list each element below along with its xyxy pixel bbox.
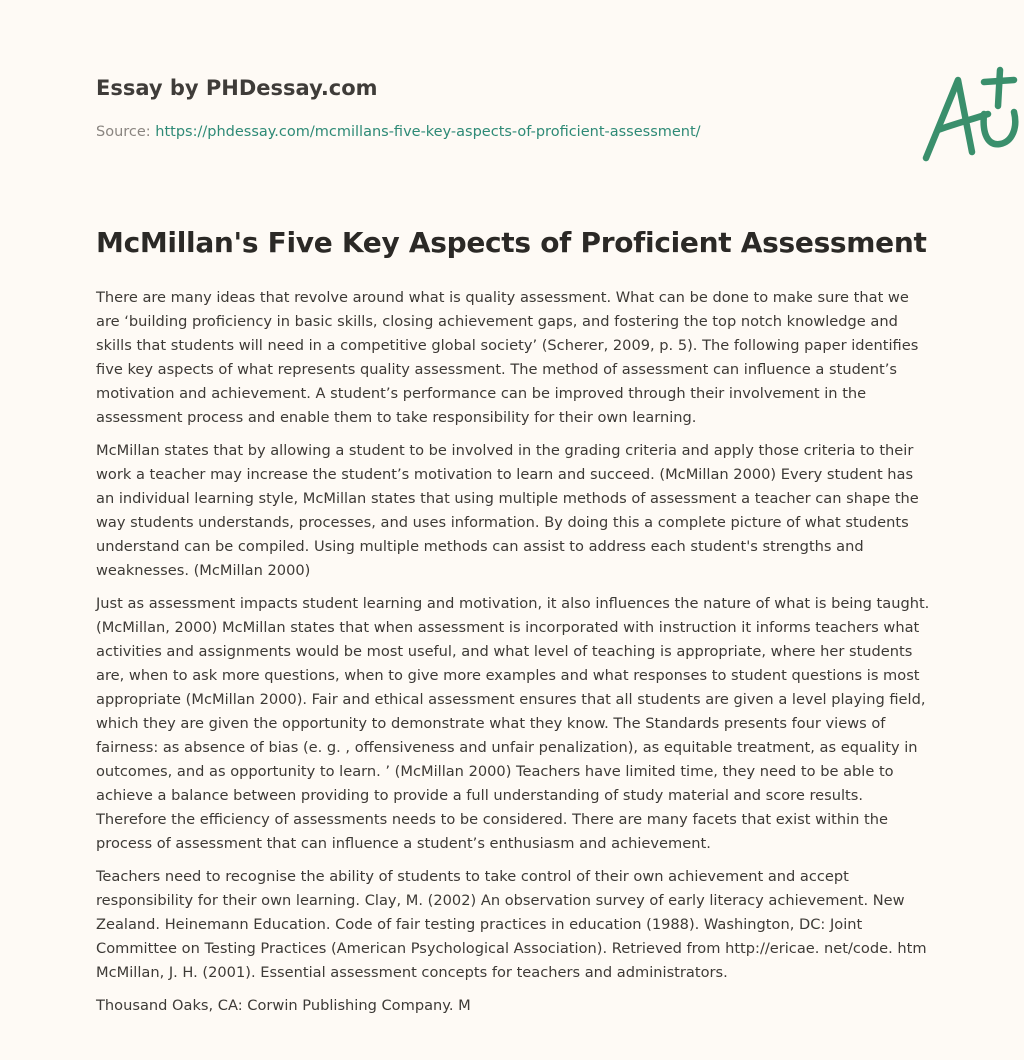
article-title: McMillan's Five Key Aspects of Proficient Assessment bbox=[96, 226, 927, 259]
paragraph: Thousand Oaks, CA: Corwin Publishing Company. M bbox=[96, 997, 471, 1014]
paragraph: There are many ideas that revolve around what is quality assessment. What can be done to make sure that we are ‘building proficiency in basic skills, closing achievement gaps, and fostering the top notch knowledge and skills that students will need in a competitive global society’ (Scherer, 2009, p. 5). The following paper identifies five key aspects of what represents quality assessment. The method of assessment can influence a student’s motivation and achievement. A student’s performance can be improved through their involvement in the assessment process and enable them to take responsibility for their own learning. bbox=[96, 289, 919, 426]
article-body bbox=[96, 286, 932, 1027]
source-line bbox=[96, 124, 701, 140]
brand-title: Essay by PHDessay.com bbox=[96, 76, 378, 100]
paragraph: Just as assessment impacts student learning and motivation, it also influences the nature of what is being taught. (McMillan, 2000) McMillan states that when assessment is incorporated with instruction it informs teachers what activities and assignments would be most useful, and what level of teaching is appropriate, where her students are, when to ask more questions, when to give more examples and what responses to student questions is most appropriate (McMillan 2000). Fair and ethical assessment ensures that all students are given a level playing field, which they are given the opportunity to demonstrate what they know. The Standards presents four views of fairness: as absence of bias (e. g. , offensiveness and unfair penalization), as equitable treatment, as equality in outcomes, and as opportunity to learn. ’ (McMillan 2000) Teachers have limited time, they need to be able to achieve a balance between providing to provide a full understanding of study material and score results. Therefore the efficiency of assessments needs to be considered. There are many facets that exist within the process of assessment that can influence a student’s enthusiasm and achievement. bbox=[96, 595, 930, 852]
source-link[interactable]: https://phdessay.com/mcmillans-five-key-aspects-of-proficient-assessment/ bbox=[155, 124, 701, 140]
paragraph: McMillan states that by allowing a student to be involved in the grading criteria and apply those criteria to their work a teacher may increase the student’s motivation to learn and succeed. (McMillan 2000) Every student has an individual learning style, McMillan states that using multiple methods of assessment a teacher can shape the way students understands, processes, and uses information. By doing this a complete picture of what students understand can be compiled. Using multiple methods can assist to address each student's strengths and weaknesses. (McMillan 2000) bbox=[96, 442, 919, 579]
a-plus-icon bbox=[914, 66, 1024, 166]
source-label: Source: bbox=[96, 124, 156, 140]
paragraph: Teachers need to recognise the ability of students to take control of their own achievement and accept responsibility for their own learning. Clay, M. (2002) An observation survey of early literacy achievement. New Zealand. Heinemann Education. Code of fair testing practices in education (1988). Washington, DC: Joint Committee on Testing Practices (American Psychological Association). Retrieved from http://ericae. net/code. htm McMillan, J. H. (2001). Essential assessment concepts for teachers and administrators. bbox=[96, 868, 927, 981]
